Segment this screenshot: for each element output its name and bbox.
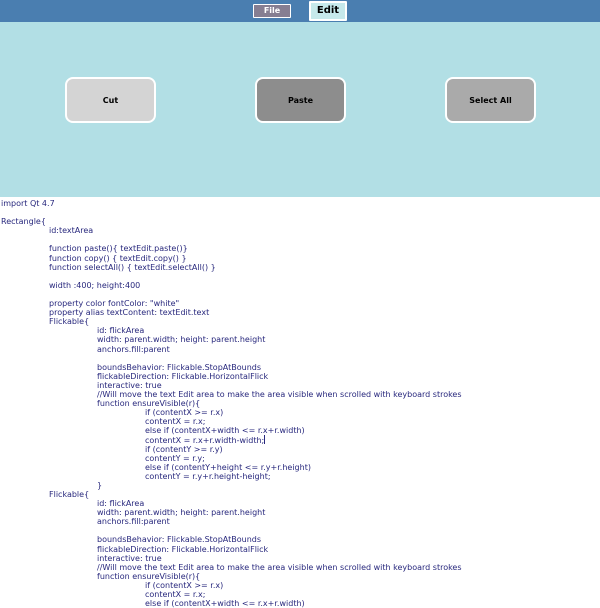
code-line: width: parent.width; height: parent.height (97, 508, 266, 518)
edit-menu-button[interactable]: Edit (309, 1, 347, 21)
code-line: //Will move the text Edit area to make the area visible when scrolled with keyboard strokes (97, 562, 462, 572)
code-line: property color fontColor: "white" (49, 299, 180, 309)
code-line: function paste(){ textEdit.paste()} (49, 244, 188, 254)
code-line: function ensureVisible(r){ (97, 571, 201, 581)
select-all-button[interactable]: Select All (445, 77, 536, 123)
edit-menu-panel (0, 22, 600, 197)
code-line: if (contentY >= r.y) (145, 444, 223, 454)
code-line: } (97, 480, 103, 490)
code-line: else if (contentX+width <= r.x+r.width) (145, 426, 305, 436)
cut-button[interactable]: Cut (65, 77, 156, 123)
code-line: Rectangle{ (1, 217, 46, 227)
code-line: flickableDirection: Flickable.HorizontalFlick (97, 371, 269, 381)
code-line: import Qt 4.7 (1, 199, 55, 208)
code-line: boundsBehavior: Flickable.StopAtBounds (97, 362, 262, 372)
code-line: Flickable{ (49, 317, 90, 327)
code-line: else if (contentX+width <= r.x+r.width) (145, 599, 305, 608)
code-line: contentY = r.y; (145, 453, 205, 463)
code-line: boundsBehavior: Flickable.StopAtBounds (97, 535, 262, 545)
code-line: else if (contentY+height <= r.y+r.height) (145, 462, 311, 472)
code-line (1, 354, 600, 363)
text-cursor (264, 435, 265, 444)
code-line: function copy() { textEdit.copy() } (49, 253, 187, 263)
paste-button[interactable]: Paste (255, 77, 346, 123)
code-text-area[interactable] (0, 197, 600, 608)
code-line: interactive: true (97, 553, 162, 563)
code-line: width: parent.width; height: parent.height (97, 335, 266, 345)
code-line (1, 526, 600, 535)
code-line: anchors.fill:parent (97, 344, 170, 354)
code-line: if (contentX >= r.x) (145, 408, 224, 418)
code-line (1, 208, 600, 217)
code-line: contentX = r.x; (145, 417, 206, 427)
code-line (1, 235, 600, 244)
code-line: function selectAll() { textEdit.selectAll() } (49, 262, 216, 272)
code-line: id: flickArea (97, 326, 145, 336)
code-line (1, 290, 600, 299)
code-line: Flickable{ (49, 490, 90, 499)
code-line (1, 272, 600, 281)
code-line: contentY = r.y+r.height-height; (145, 471, 271, 481)
code-line: id: flickArea (97, 499, 145, 509)
code-line: if (contentX >= r.x) (145, 580, 224, 590)
menu-bar (0, 0, 600, 22)
code-content (0, 197, 600, 608)
code-line: contentX = r.x; (145, 590, 206, 600)
code-line: property alias textContent: textEdit.text (49, 308, 210, 318)
code-line: id:textArea (49, 226, 94, 236)
code-line: interactive: true (97, 380, 162, 390)
file-menu-button[interactable]: File (253, 4, 291, 18)
code-line: flickableDirection: Flickable.HorizontalFlick (97, 544, 269, 554)
code-line: //Will move the text Edit area to make the area visible when scrolled with keyboard strokes (97, 389, 462, 399)
code-line: width :400; height:400 (49, 280, 141, 290)
code-line: anchors.fill:parent (97, 517, 170, 527)
code-line: contentX = r.x+r.width-width; (145, 436, 265, 446)
code-line: function ensureVisible(r){ (97, 399, 201, 409)
